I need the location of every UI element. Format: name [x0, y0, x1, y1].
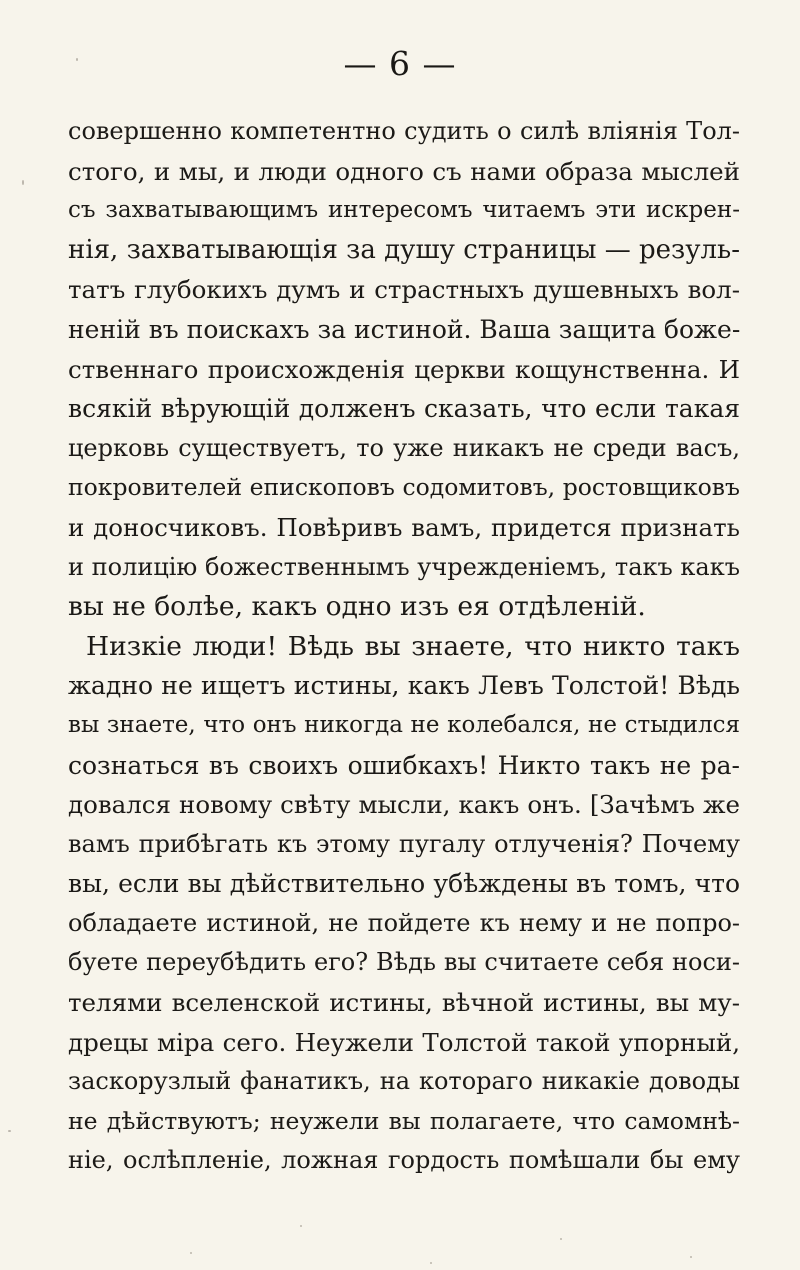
- text-line: и доносчиковъ. Повѣривъ вамъ, придется признать: [68, 512, 740, 542]
- text-line: Низкіе люди! Вѣдь вы знаете, что никто такъ: [86, 630, 740, 662]
- text-line: церковь существуетъ, то уже никакъ не среди васъ,: [68, 433, 740, 462]
- text-line: не дѣйствуютъ; неужели вы полагаете, что самомнѣ-: [68, 1106, 740, 1135]
- text-line: ніе, ослѣпленіе, ложная гордость помѣшали бы ему: [68, 1146, 740, 1175]
- text-line: съ захватывающимъ интересомъ читаемъ эти искрен-: [68, 197, 740, 224]
- text-line: жадно не ищетъ истины, какъ Левъ Толстой! Вѣдь: [68, 671, 740, 701]
- text-line: стого, и мы, и люди одного съ нами образа мыслей: [68, 156, 740, 186]
- paper-speck: [22, 180, 24, 185]
- page-number: — 6 —: [343, 44, 457, 83]
- text-line: буете переубѣдить его? Вѣдь вы считаете себя носи-: [68, 948, 740, 977]
- text-line: вамъ прибѣгать къ этому пугалу отлученія? Почему: [68, 829, 740, 858]
- text-line: дрецы міра сего. Неужели Толстой такой упорный,: [68, 1027, 740, 1057]
- text-line: и полицію божественнымъ учрежденіемъ, такъ какъ: [68, 552, 740, 581]
- paper-speck: [76, 58, 78, 61]
- text-line: обладаете истиной, не пойдете къ нему и не попро-: [68, 908, 740, 937]
- text-line: покровителей епископовъ содомитовъ, ростовщиковъ: [68, 473, 740, 502]
- text-line: довался новому свѣту мысли, какъ онъ. [Зачѣмъ же: [68, 790, 740, 820]
- paper-speck: [430, 1262, 432, 1264]
- body-text: [68, 112, 740, 1181]
- text-line: неній въ поискахъ за истиной. Ваша защита боже-: [68, 314, 741, 344]
- paper-speck: [560, 1238, 562, 1240]
- text-line: сознаться въ своихъ ошибкахъ! Никто такъ не ра-: [68, 750, 740, 780]
- text-line: всякій вѣрующій долженъ сказать, что если такая: [68, 394, 740, 424]
- text-line: ственнаго происхожденія церкви кощунственна. И: [68, 354, 740, 384]
- paper-speck: [690, 1256, 692, 1258]
- text-line: татъ глубокихъ думъ и страстныхъ душевныхъ вол-: [68, 275, 740, 305]
- text-line: совершенно компетентно судить о силѣ вліянія Тол-: [68, 117, 740, 145]
- text-line: телями вселенской истины, вѣчной истины, вы му-: [68, 988, 740, 1018]
- text-line: нія, захватывающія за душу страницы — резуль-: [68, 234, 740, 265]
- paper-speck: [8, 1130, 11, 1132]
- paper-speck: [300, 1225, 302, 1227]
- text-line: вы, если вы дѣйствительно убѣждены въ томъ, что: [68, 869, 740, 899]
- paper-speck: [190, 1252, 192, 1254]
- paragraph-1: [68, 112, 740, 627]
- text-line: вы не болѣе, какъ одно изъ ея отдѣленій.: [68, 591, 646, 623]
- paragraph-2: [68, 627, 740, 1181]
- text-line: вы знаете, что онъ никогда не колебался, не стыдился: [68, 711, 740, 738]
- text-line: заскорузлый фанатикъ, на котораго никакіе доводы: [68, 1067, 740, 1096]
